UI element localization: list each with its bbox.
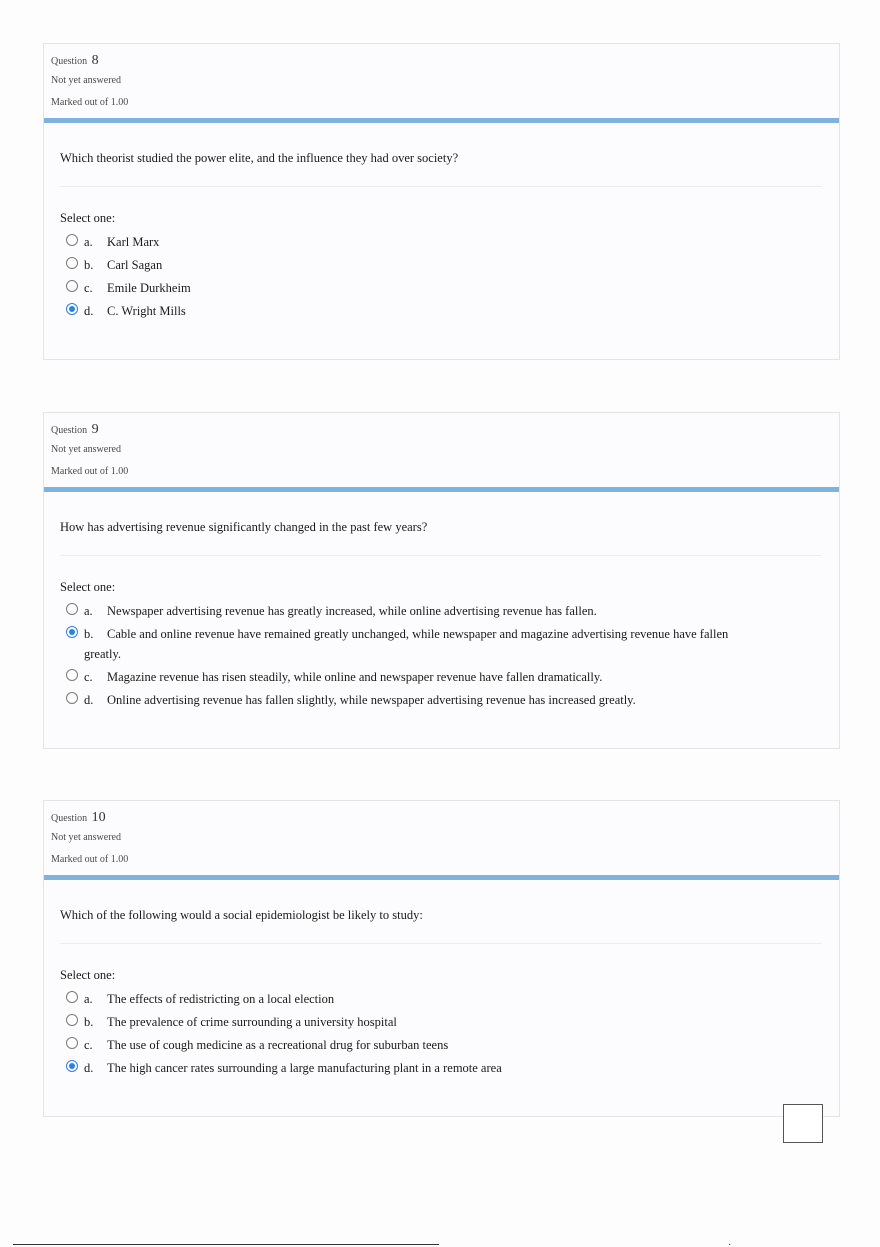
question-state: Not yet answered — [51, 444, 121, 455]
option-text: Online advertising revenue has fallen slightly, while newspaper advertising revenue has increased greatly. — [107, 693, 636, 707]
answer-option-c[interactable] — [60, 667, 822, 687]
option-text: Carl Sagan — [107, 258, 163, 272]
question-info — [44, 413, 839, 487]
question-text: Which theorist studied the power elite, and the influence they had over society? — [60, 151, 822, 187]
radio-button-icon[interactable] — [66, 991, 78, 1003]
option-text: The use of cough medicine as a recreational drug for suburban teens — [107, 1038, 449, 1052]
radio-button-icon[interactable] — [66, 1037, 78, 1049]
answer-list — [60, 601, 822, 710]
question-text: How has advertising revenue significantly changed in the past few years? — [60, 520, 822, 556]
radio-button-icon[interactable] — [66, 692, 78, 704]
option-letter: b. — [84, 627, 94, 641]
radio-button-icon[interactable] — [66, 1014, 78, 1026]
question-grade: Marked out of 1.00 — [51, 97, 129, 108]
question-info — [44, 44, 839, 118]
radio-button-icon[interactable] — [66, 257, 78, 269]
question-number — [51, 421, 832, 443]
question-number — [51, 52, 832, 74]
info-divider-bar — [44, 875, 839, 880]
question-label: Question — [51, 425, 88, 436]
option-letter: c. — [84, 281, 93, 295]
question-content — [44, 520, 839, 710]
answer-option-d[interactable] — [60, 690, 822, 710]
question-num: 9 — [91, 422, 99, 437]
question-card — [43, 43, 840, 360]
radio-button-icon[interactable] — [66, 234, 78, 246]
question-card — [43, 412, 840, 749]
answer-option-d[interactable] — [60, 1058, 822, 1078]
question-text: Which of the following would a social epidemiologist be likely to study: — [60, 908, 822, 944]
option-letter: b. — [84, 1015, 94, 1029]
option-text: Newspaper advertising revenue has greatly increased, while online advertising revenue has fallen. — [107, 604, 597, 618]
option-text: The prevalence of crime surrounding a university hospital — [107, 1015, 397, 1029]
question-state: Not yet answered — [51, 75, 121, 86]
radio-button-icon[interactable] — [66, 603, 78, 615]
question-state: Not yet answered — [51, 832, 121, 843]
info-divider-bar — [44, 118, 839, 123]
question-num: 10 — [91, 810, 106, 825]
question-content — [44, 151, 839, 321]
answer-option-d[interactable] — [60, 301, 822, 321]
question-label: Question — [51, 56, 88, 67]
empty-box — [783, 1104, 823, 1143]
option-text: Cable and online revenue have remained greatly unchanged, while newspaper and magazine advertising revenue have fallen — [107, 627, 729, 641]
option-letter: d. — [84, 304, 94, 318]
option-text: Magazine revenue has risen steadily, while online and newspaper revenue have fallen dramatically. — [107, 670, 603, 684]
option-text: The high cancer rates surrounding a large manufacturing plant in a remote area — [107, 1061, 502, 1075]
answer-option-a[interactable] — [60, 232, 822, 252]
footer-rule — [13, 1244, 439, 1245]
select-prompt: Select one: — [60, 211, 116, 225]
option-letter: c. — [84, 1038, 93, 1052]
option-letter: a. — [84, 235, 93, 249]
question-info — [44, 801, 839, 875]
select-prompt: Select one: — [60, 580, 116, 594]
radio-button-checked-icon[interactable] — [66, 303, 78, 315]
option-text: Karl Marx — [107, 235, 160, 249]
radio-button-checked-icon[interactable] — [66, 1060, 78, 1072]
answer-option-b[interactable] — [60, 624, 822, 664]
answer-option-c[interactable] — [60, 1035, 822, 1055]
question-number — [51, 809, 832, 831]
answer-list — [60, 232, 822, 321]
question-card — [43, 800, 840, 1117]
option-letter: d. — [84, 1061, 94, 1075]
radio-button-icon[interactable] — [66, 280, 78, 292]
answer-option-a[interactable] — [60, 601, 822, 621]
option-letter: c. — [84, 670, 93, 684]
answer-option-a[interactable] — [60, 989, 822, 1009]
option-letter: b. — [84, 258, 94, 272]
radio-button-icon[interactable] — [66, 669, 78, 681]
question-grade: Marked out of 1.00 — [51, 466, 129, 477]
footer-mark: · — [728, 1240, 732, 1247]
option-letter: d. — [84, 693, 94, 707]
option-letter: a. — [84, 992, 93, 1006]
answer-option-b[interactable] — [60, 255, 822, 275]
radio-button-checked-icon[interactable] — [66, 626, 78, 638]
question-content — [44, 908, 839, 1078]
info-divider-bar — [44, 487, 839, 492]
answer-list — [60, 989, 822, 1078]
answer-option-c[interactable] — [60, 278, 822, 298]
question-grade: Marked out of 1.00 — [51, 854, 129, 865]
option-text: Emile Durkheim — [107, 281, 191, 295]
answer-option-b[interactable] — [60, 1012, 822, 1032]
question-label: Question — [51, 813, 88, 824]
option-letter: a. — [84, 604, 93, 618]
option-text-continued: greatly. — [84, 647, 122, 661]
option-text: The effects of redistricting on a local election — [107, 992, 335, 1006]
option-text: C. Wright Mills — [107, 304, 186, 318]
question-num: 8 — [91, 53, 99, 68]
select-prompt: Select one: — [60, 968, 116, 982]
